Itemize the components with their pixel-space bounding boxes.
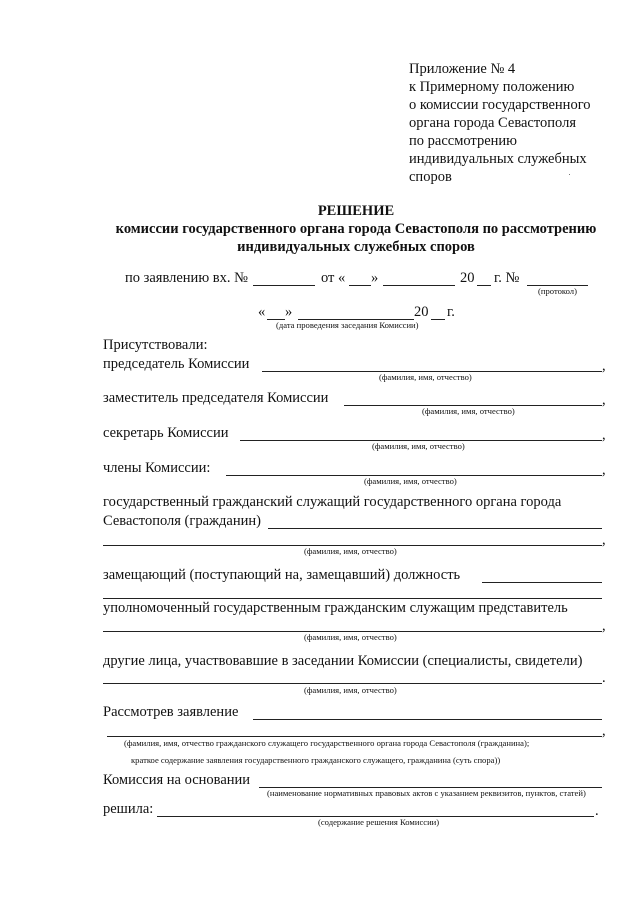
chair-fio-note: (фамилия, имя, отчество) [379,372,472,382]
members-label: члены Комиссии: [103,460,211,476]
decision-note: (содержание решения Комиссии) [318,817,440,827]
basis-label: Комиссия на основании [103,772,251,788]
protocol-note: (протокол) [538,286,577,296]
servant-name-field-1[interactable] [268,528,602,529]
secretary-fio-note: (фамилия, имя, отчество) [372,441,465,451]
considered-label: Рассмотрев заявление [103,704,239,720]
position-field-2[interactable] [103,598,602,599]
representative-label: уполномоченный государственным гражданским служащим представитель [103,600,568,616]
decided-label: решила: [103,801,154,817]
request-protocol-label: г. № [494,270,520,286]
appendix-line-4: органа города Севастополя [409,115,576,131]
document-subtitle-line-1: комиссии государственного органа города Севастополя по рассмотрению [115,221,597,237]
secretary-comma: , [602,427,606,443]
meeting-year-prefix: 20 [414,304,429,320]
members-fio-note: (фамилия, имя, отчество) [364,476,457,486]
meeting-date-note: (дата проведения заседания Комиссии) [276,320,419,330]
request-year-field[interactable] [477,285,491,286]
appendix-line-7: споров [409,169,452,185]
position-label: замещающий (поступающий на, замещавший) должность [103,567,461,583]
representative-comma: , [602,618,606,634]
position-field-1[interactable] [482,582,602,583]
meeting-date-open: « [258,304,266,320]
others-names-field[interactable] [103,683,602,684]
request-year-prefix: 20 [460,270,475,286]
request-number-label: по заявлению вх. № [125,270,248,286]
meeting-year-suffix: г. [447,304,455,320]
appendix-line-2: к Примерному положению [409,79,575,95]
representative-fio-note: (фамилия, имя, отчество) [304,632,397,642]
members-comma: , [602,462,606,478]
others-period: . [602,670,606,686]
appendix-line-3: о комиссии государственного [409,97,591,113]
appendix-line-1: Приложение № 4 [409,61,516,77]
servant-comma: , [602,532,606,548]
meeting-date-close: » [285,304,293,320]
meeting-year-field[interactable] [431,319,445,320]
request-month-field[interactable] [383,285,455,286]
decided-period: . [595,803,599,819]
scan-speck [569,174,570,175]
request-date-close: » [371,270,379,286]
deputy-fio-note: (фамилия, имя, отчество) [422,406,515,416]
basis-note: (наименование нормативных правовых актов с указанием реквизитов, пунктов, статей) [267,788,586,798]
considered-note-1: (фамилия, имя, отчество гражданского служащего государственного органа города Севастополя (гражданина); [124,738,530,748]
chair-label: председатель Комиссии [103,356,250,372]
appendix-line-6: индивидуальных служебных [409,151,587,167]
others-label: другие лица, участвовавшие в заседании Комиссии (специалисты, свидетели) [103,653,583,669]
appendix-line-5: по рассмотрению [409,133,517,149]
secretary-label: секретарь Комиссии [103,425,229,441]
servant-line-1: государственный гражданский служащий государственного органа города [103,494,562,510]
request-number-field[interactable] [253,285,315,286]
deputy-label: заместитель председателя Комиссии [103,390,329,406]
considered-comma: , [602,723,606,739]
document-title: РЕШЕНИЕ [317,203,395,219]
chair-comma: , [602,358,606,374]
request-date-open: от « [321,270,346,286]
others-fio-note: (фамилия, имя, отчество) [304,685,397,695]
considered-field-2[interactable] [107,736,602,737]
servant-fio-note: (фамилия, имя, отчество) [304,546,397,556]
servant-line-2: Севастополя (гражданин) [103,513,261,529]
deputy-comma: , [602,392,606,408]
considered-field-1[interactable] [253,719,602,720]
request-day-field[interactable] [349,285,371,286]
considered-note-2: краткое содержание заявления государственного гражданского служащего, гражданина (суть спора)) [131,755,501,765]
present-heading: Присутствовали: [103,337,208,353]
document-subtitle-line-2: индивидуальных служебных споров [237,239,475,255]
